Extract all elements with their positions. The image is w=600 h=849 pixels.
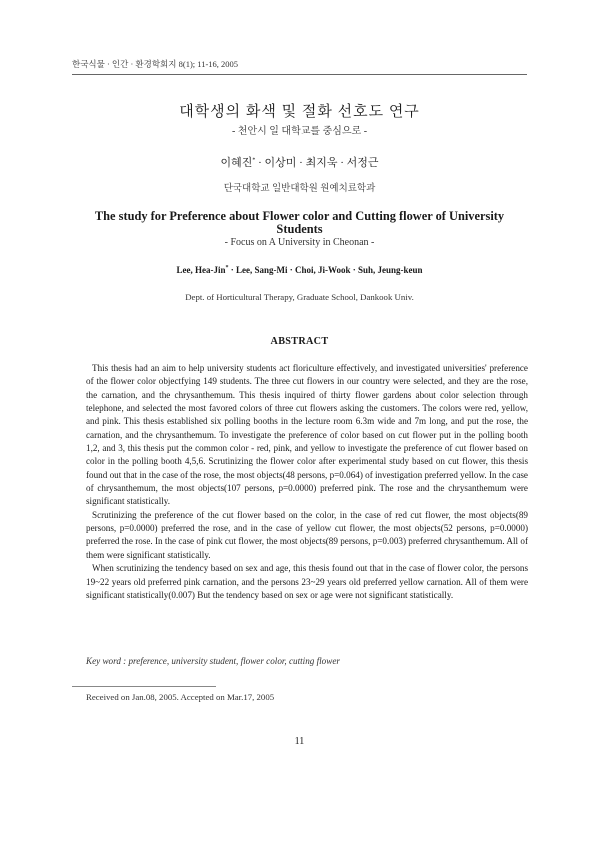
english-first-author: Lee, Hea-Jin bbox=[176, 265, 226, 275]
abstract-paragraph: This thesis had an aim to help university students act floriculture effectively, and investigated universities' preference of the flower color objectfying 149 students. The three cut flowers in our country were selected, and they are the rose, the carnation, and the chrysanthemum. This thesis inquired of thirty flower gardens about color selection through telephone, and selected the most favored colors of three cut flowers asking the customers. The colors were red, yellow, and pink. This thesis established six polling booths in the lecture room 6.3m wide and 7m long, and put the rose, the carnation, and the chrysanthemum. To investigate the preference of color based on cut flower put in the polling booth 1,2, and 3, this thesis put the common color - red, pink, and yellow to investigate the preference of cut flower based on color in the polling booth 4,5,6. Scrutinizing the flower color after experimental study based on cut flower, this thesis found out that in the case of the rose, the most objects(48 persons, p=0.064) of investigation preferred yellow. In the case of chrysanthemum, the most objects(107 persons, p=0.0000) preferred pink. The rose and the chrysanthemum were significant statistically. bbox=[86, 363, 528, 507]
received-date: Received on Jan.08, 2005. Accepted on Mar.17, 2005 bbox=[86, 692, 275, 702]
keywords: Key word : preference, university student, flower color, cutting flower bbox=[86, 656, 340, 666]
abstract-heading: ABSTRACT bbox=[270, 336, 329, 347]
korean-affiliation: 단국대학교 일반대학원 원예치료학과 bbox=[223, 184, 376, 194]
footnote-rule bbox=[72, 686, 216, 687]
english-title: The study for Preference about Flower color and Cutting flower of University Students bbox=[94, 209, 505, 236]
english-affiliation: Dept. of Horticultural Therapy, Graduate School, Dankook Univ. bbox=[185, 292, 414, 302]
abstract-body bbox=[86, 362, 528, 602]
abstract-paragraph: Scrutinizing the preference of the cut flower based on the color, in the case of red cut flower, the most objects(89 persons, p=0.0000) preferred the rose, and in the case of yellow cut flower, the most objects(52 persons, p=0.0000) preferred the rose. In the case of pink cut flower, the most objects(89 persons, p=0.003) preferred chrysanthemum. All of them were significant statistically. bbox=[86, 509, 528, 560]
header-rule bbox=[72, 74, 527, 75]
korean-first-author: 이혜진 bbox=[220, 157, 253, 169]
page-number: 11 bbox=[294, 736, 305, 747]
corresponding-mark: * bbox=[225, 265, 229, 271]
korean-other-authors: · 이상미 · 최지욱 · 서정근 bbox=[255, 157, 379, 169]
korean-authors bbox=[72, 154, 527, 170]
corresponding-mark: * bbox=[252, 157, 256, 164]
english-subtitle: - Focus on A University in Cheonan - bbox=[224, 237, 375, 248]
korean-subtitle: - 천안시 일 대학교를 중심으로 - bbox=[231, 126, 368, 137]
abstract-paragraph: When scrutinizing the tendency based on sex and age, this thesis found out that in the case of flower color, the persons 19~22 years old preferred pink carnation, and the persons 23~29 years old preferred yellow carnation. All of them were significant statistically(0.007) But the tendency based on sex or age were not significant statistically. bbox=[86, 563, 528, 600]
english-authors bbox=[72, 265, 527, 275]
journal-header: 한국식물 · 인간 · 환경학회지 8(1); 11-16, 2005 bbox=[72, 59, 239, 69]
english-other-authors: · Lee, Sang-Mi · Choi, Ji-Wook · Suh, Jeung-keun bbox=[228, 265, 423, 275]
korean-title: 대학생의 화색 및 절화 선호도 연구 bbox=[179, 104, 420, 120]
